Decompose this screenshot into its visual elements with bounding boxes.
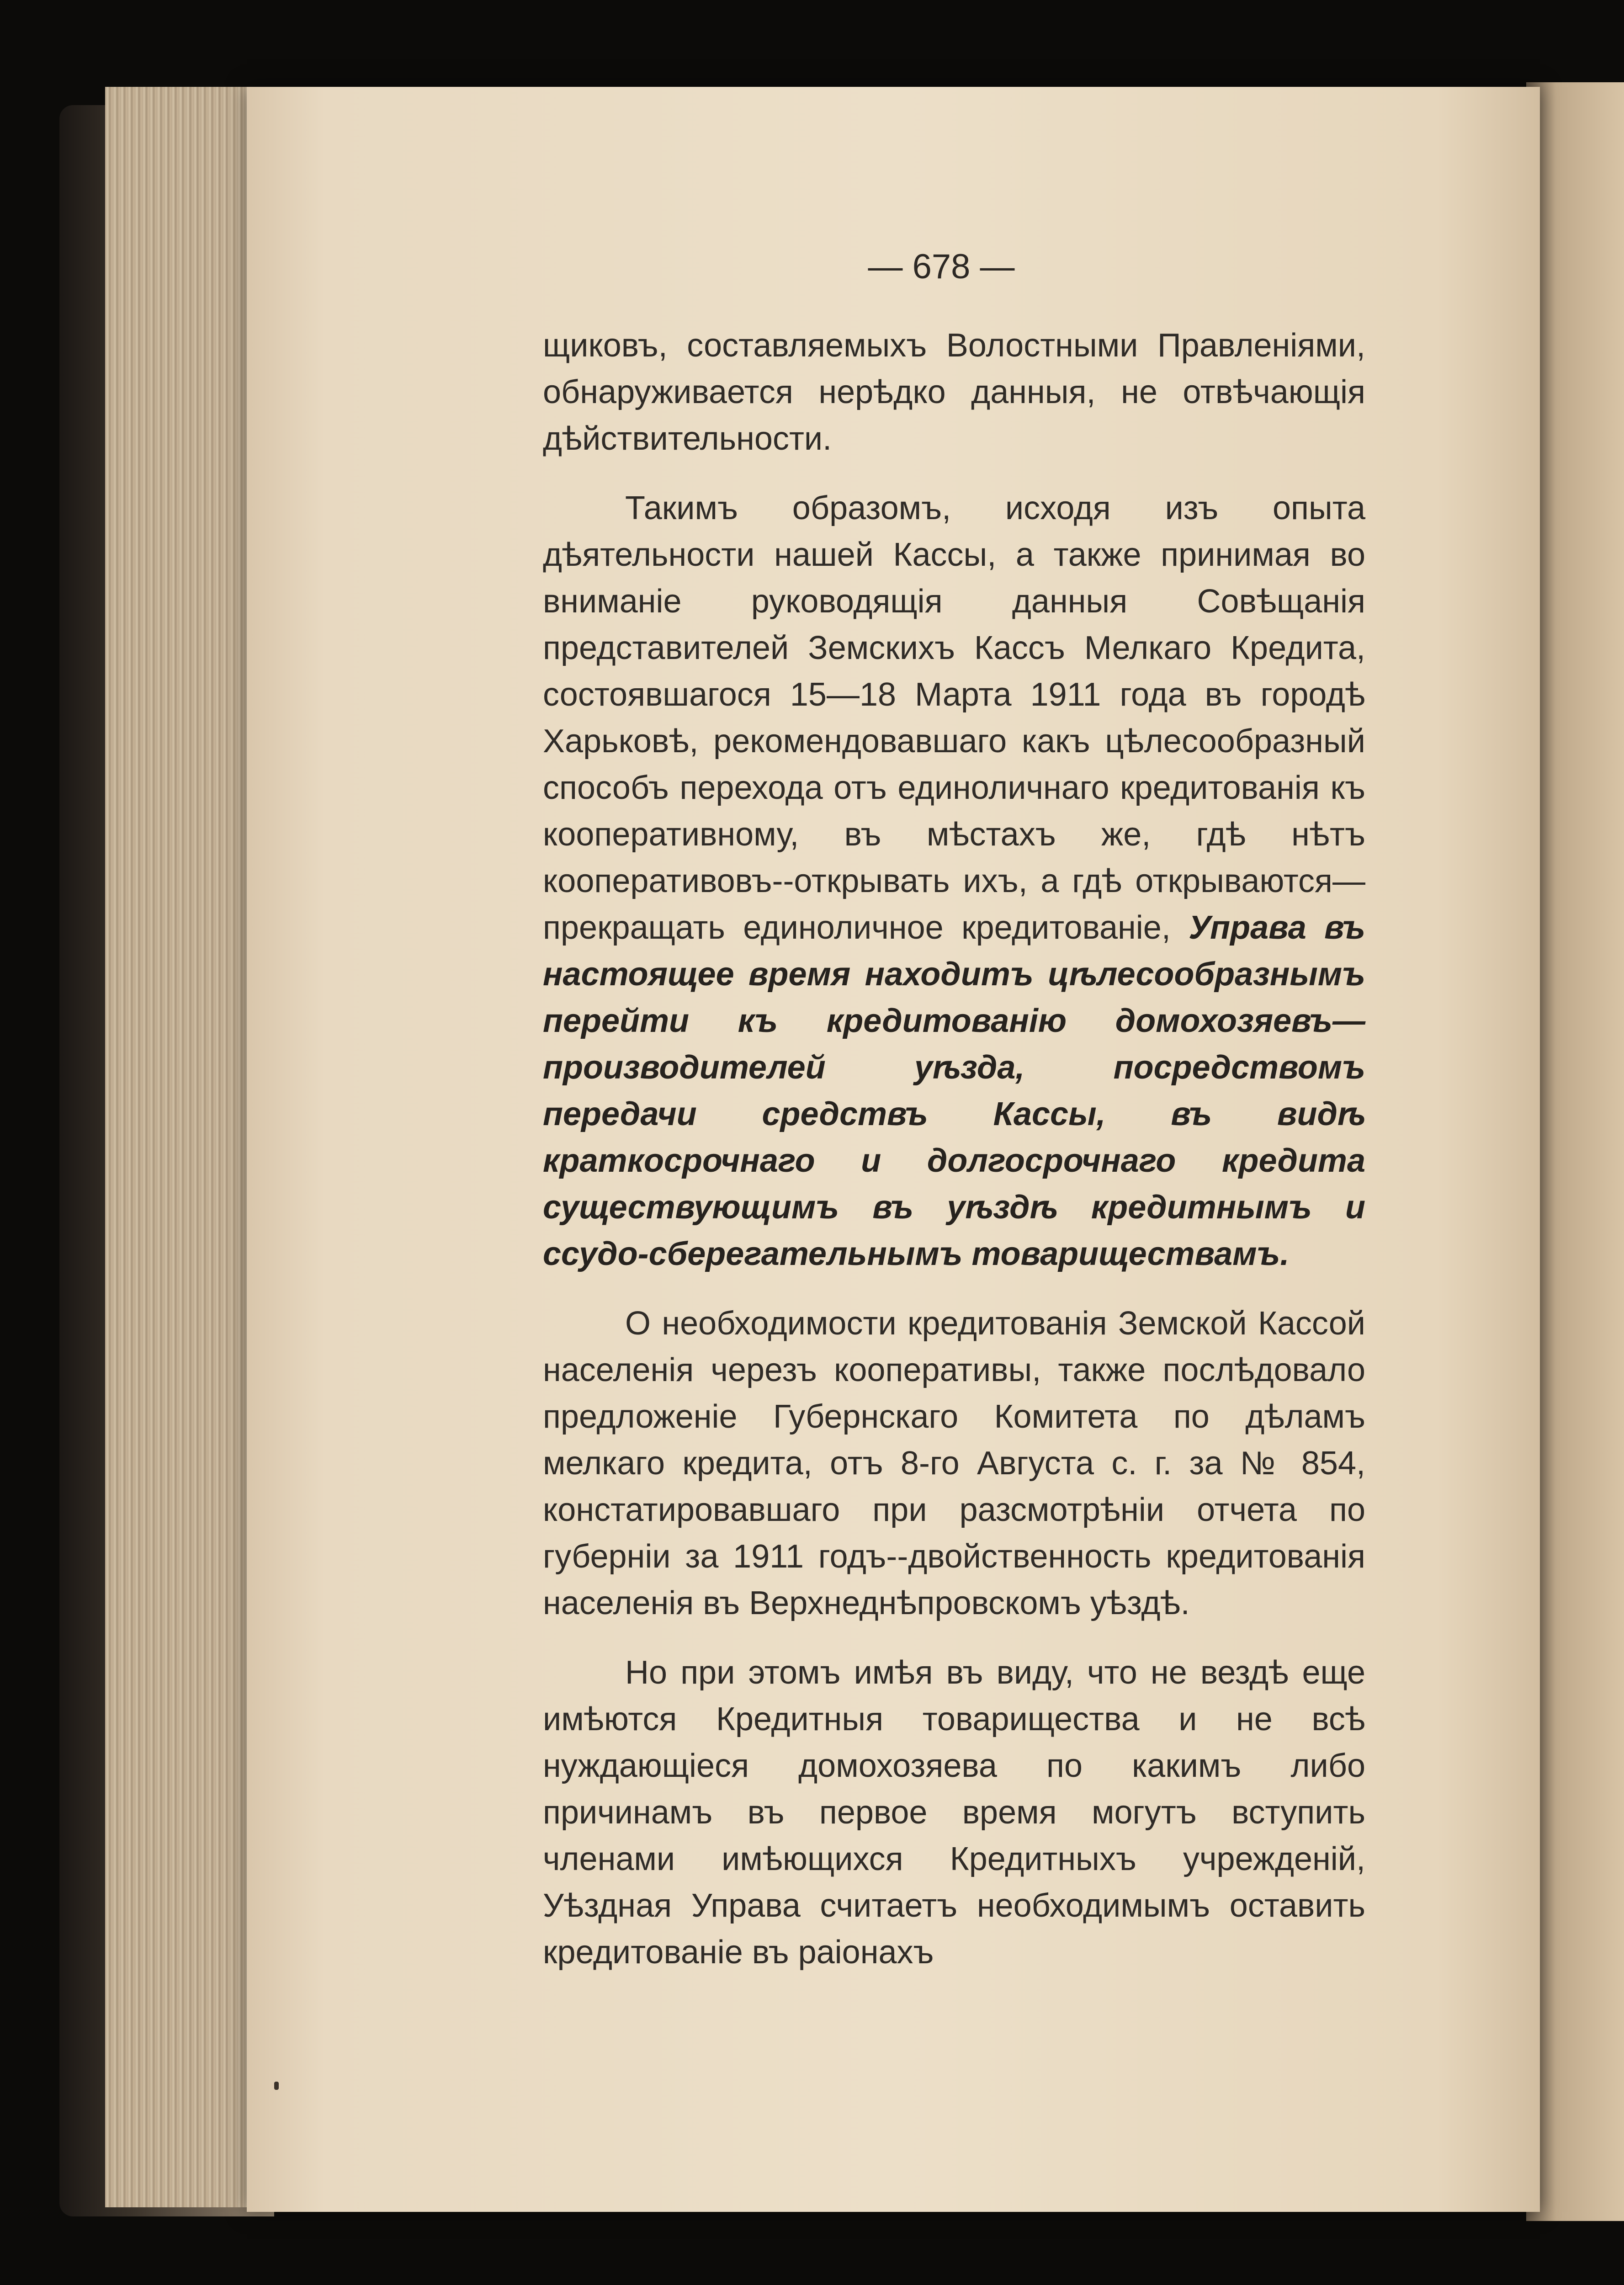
paragraph-text: Но при этомъ имѣя въ виду, что не вездѣ еще имѣются Кредитныя товарищества и не всѣ нуждающіеся домохозяева по какимъ либо причинамъ въ первое время могутъ вступить членами имѣющихся Кредитныхъ учрежденій, Уѣздная Управа считаетъ необходимымъ оставить кредитованіе въ раіонахъ [543, 1654, 1365, 1971]
paragraph [543, 322, 1365, 462]
paragraph-text: Такимъ образомъ, исходя изъ опыта дѣятельности нашей Кассы, а также принимая во вниманіе руководящія данныя Совѣщанія представителей Земскихъ Кассъ Мелкаго Кредита, состоявшагося 15—18 Марта 1911 года въ городѣ Харьковѣ, рекомендовавшаго какъ цѣлесообразный способъ перехода отъ единоличнаго кредитованія къ кооперативному, въ мѣстахъ же, гдѣ нѣтъ кооперативовъ--открывать ихъ, а гдѣ открываются—прекращать единоличное кредитованіе, [543, 490, 1365, 946]
paragraph-text: щиковъ, составляемыхъ Волостными Правленіями, обнаруживается нерѣдко данныя, не отвѣчающія дѣйствительности. [543, 327, 1365, 457]
paragraph [543, 1649, 1365, 1976]
paragraph-text: О необходимости кредитованія Земской Кассой населенія черезъ кооперативы, также послѣдовало предложеніе Губернскаго Комитета по дѣламъ мелкаго кредита, отъ 8-го Августа с. г. за № 854, констатировавшаго при разсмотрѣніи отчета по губерніи за 1911 годъ--двойственность кредитованія населенія въ Верхнеднѣпровскомъ уѣздѣ. [543, 1305, 1365, 1621]
page-text [543, 322, 1365, 1998]
paragraph [543, 485, 1365, 1277]
emphasized-text: Управа въ настоящее время находитъ цѣлесообразнымъ перейти къ кредитованію домохозяевъ—производителей уѣзда, посредствомъ передачи средствъ Кассы, въ видѣ краткосрочнаго и долгосрочнаго кредита существующимъ въ уѣздѣ кредитнымъ и ссудо-сберегательнымъ товариществамъ. [543, 909, 1365, 1272]
binding-mark [274, 2082, 279, 2090]
paragraph [543, 1300, 1365, 1626]
page-number: — 678 — [868, 247, 1015, 286]
next-page-edge [1526, 82, 1624, 2221]
